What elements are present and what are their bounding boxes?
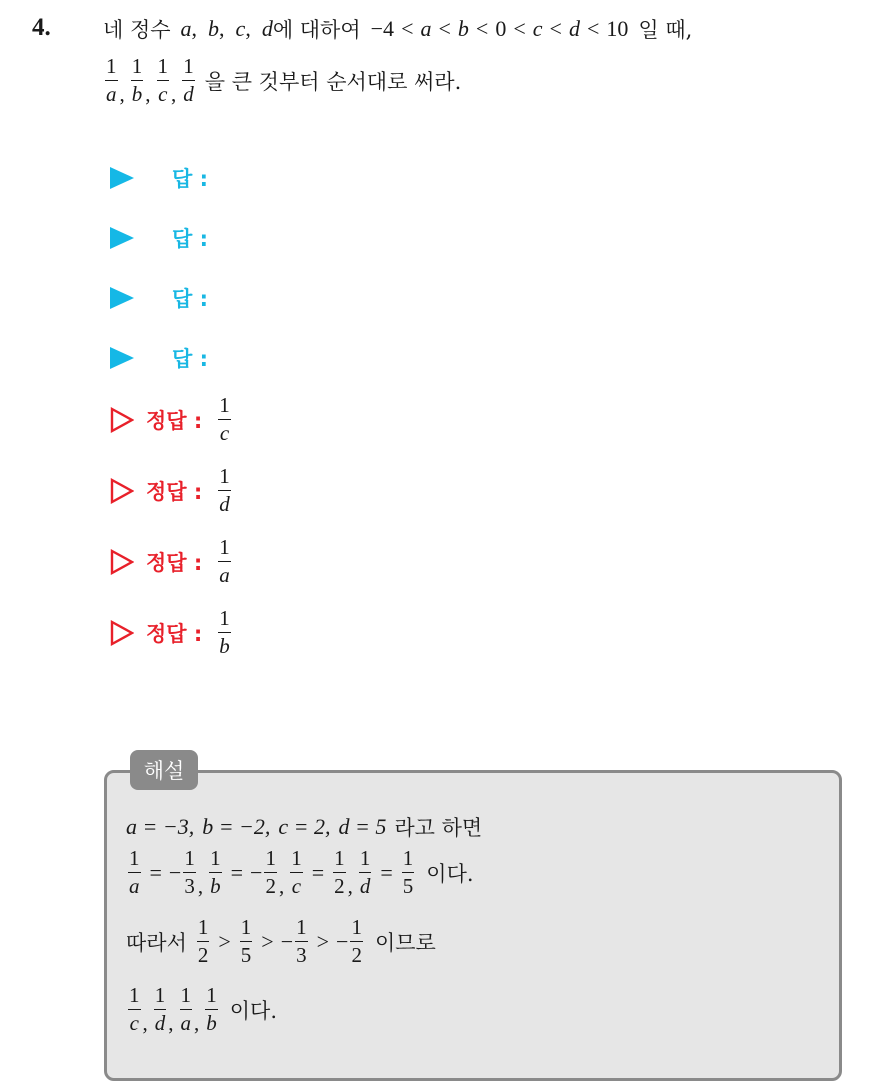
fraction: $\frac{1}{d}$ xyxy=(359,846,371,899)
answer-blank-row[interactable] xyxy=(110,223,208,253)
explanation-prefix: 따라서 xyxy=(126,930,187,955)
question-prefix: 네 정수 xyxy=(103,18,171,42)
correct-answer-label: 정답 : xyxy=(146,479,203,504)
correct-answer-label: 정답 : xyxy=(146,621,203,646)
fraction: $\frac{1}{b}$ xyxy=(210,846,221,899)
minus-sign: − xyxy=(168,859,182,885)
fraction: $\frac{1}{a}$ xyxy=(106,54,117,107)
fraction: $\frac{1}{b}$ xyxy=(206,983,217,1036)
explanation-tag: 해설 xyxy=(130,750,198,790)
fraction: $\frac{1}{b}$ xyxy=(131,54,143,107)
explanation-line-1 xyxy=(126,812,482,842)
answer-label: 답 : xyxy=(172,287,208,311)
fraction: $\frac{1}{5}$ xyxy=(402,846,414,899)
correct-answer-fraction: $\frac{1}{a}$ xyxy=(219,535,230,588)
cond-op: < xyxy=(475,16,489,41)
correct-answer-row xyxy=(110,395,233,444)
correct-answer-fraction: $\frac{1}{b}$ xyxy=(219,606,230,659)
answer-blank-row[interactable] xyxy=(110,343,208,373)
explanation-text: 이다. xyxy=(426,861,474,886)
outline-triangle-icon xyxy=(110,620,134,646)
answer-label: 답 : xyxy=(172,227,208,251)
question-number: 4. xyxy=(32,14,51,41)
explanation-text: 라고 하면 xyxy=(394,816,483,840)
correct-answer-fraction: $\frac{1}{c}$ xyxy=(219,393,230,446)
play-triangle-icon xyxy=(110,347,134,369)
answer-label: 답 : xyxy=(172,347,208,371)
fraction: $\frac{1}{3}$ xyxy=(296,915,307,968)
question-line-2: $\frac{1}{a}$ , $\frac{1}{b}$ , $\frac{1}{c}$ , $\frac{1}{d}$ 을 큰 것부터 순서대로 써라. xyxy=(106,54,462,107)
explanation-text: 이므로 xyxy=(374,930,436,955)
fraction: $\frac{1}{d}$ xyxy=(154,983,166,1036)
question-tail: 일 때, xyxy=(638,18,693,42)
question-line-1: 네 정수 a , b , c , d 에 대하여 −4 < a < b < 0 < c < d < 10 일 때, xyxy=(103,16,693,42)
minus-sign: − xyxy=(336,928,349,954)
cond-term: 10 xyxy=(606,16,629,41)
fraction: $\frac{1}{c}$ xyxy=(291,846,302,899)
outline-triangle-icon xyxy=(110,549,134,575)
var-c: c xyxy=(235,16,246,41)
outline-triangle-icon xyxy=(110,478,134,504)
cond-term: d xyxy=(568,16,580,41)
answer-blank-row[interactable] xyxy=(110,283,208,313)
explanation-line-4: $\frac{1}{c}$ , $\frac{1}{d}$ , $\frac{1}{a}$ , $\frac{1}{b}$ 이다. xyxy=(129,983,277,1036)
fraction: $\frac{1}{5}$ xyxy=(240,915,252,968)
cond-op: < xyxy=(549,16,562,41)
question-instruction: 을 큰 것부터 순서대로 써라. xyxy=(204,69,462,94)
question-suffix: 에 대하여 xyxy=(272,18,361,42)
minus-sign: − xyxy=(250,859,263,885)
answer-label: 답 : xyxy=(172,167,208,191)
var-a: a xyxy=(180,16,192,41)
fraction: $\frac{1}{c}$ xyxy=(129,983,140,1036)
explanation-line-3: 따라서 $\frac{1}{2}$ > $\frac{1}{5}$ > − $\frac{1}{3}$ > − $\frac{1}{2}$ 이므로 xyxy=(126,915,436,968)
minus-sign: − xyxy=(280,928,294,954)
play-triangle-icon xyxy=(110,227,134,249)
fraction: $\frac{1}{a}$ xyxy=(129,846,140,899)
play-triangle-icon xyxy=(110,287,134,309)
fraction: $\frac{1}{2}$ xyxy=(351,915,362,968)
cond-op: < xyxy=(586,16,600,41)
cond-op: < xyxy=(401,16,414,41)
correct-answer-row xyxy=(110,466,233,515)
outline-triangle-icon xyxy=(110,407,134,433)
answer-blank-row[interactable] xyxy=(110,163,208,193)
fraction: $\frac{1}{d}$ xyxy=(183,54,194,107)
var-b: b xyxy=(208,16,220,41)
explanation-text: 이다. xyxy=(229,998,277,1023)
cond-op: < xyxy=(438,16,451,41)
fraction: $\frac{1}{2}$ xyxy=(265,846,276,899)
assignment: b = −2, xyxy=(202,814,271,839)
assignment: a = −3, xyxy=(126,814,195,839)
cond-term: b xyxy=(457,16,469,41)
fraction: $\frac{1}{2}$ xyxy=(334,846,345,899)
cond-term: a xyxy=(420,16,432,41)
play-triangle-icon xyxy=(110,167,134,189)
correct-answer-row xyxy=(110,608,233,657)
fraction: $\frac{1}{3}$ xyxy=(184,846,195,899)
correct-answer-fraction: $\frac{1}{d}$ xyxy=(219,464,230,517)
correct-answer-label: 정답 : xyxy=(146,408,203,433)
cond-op: < xyxy=(513,16,526,41)
correct-answer-label: 정답 : xyxy=(146,550,203,575)
assignment: d = 5 xyxy=(338,814,387,839)
cond-term: 0 xyxy=(495,16,507,41)
explanation-line-2: $\frac{1}{a}$ = − $\frac{1}{3}$ , $\frac{1}{b}$ = − $\frac{1}{2}$ , $\frac{1}{c}$ = $\frac{1}{2}$ , $\frac{1}{d}$ = $\frac{1}{5}$ 이다. xyxy=(129,846,474,899)
fraction: $\frac{1}{2}$ xyxy=(197,915,209,968)
cond-term: c xyxy=(532,16,543,41)
fraction: $\frac{1}{c}$ xyxy=(157,54,168,107)
correct-answer-row xyxy=(110,537,233,586)
assignment: c = 2, xyxy=(278,814,331,839)
fraction: $\frac{1}{a}$ xyxy=(180,983,191,1036)
var-d: d xyxy=(261,16,273,41)
cond-term: −4 xyxy=(370,16,395,41)
